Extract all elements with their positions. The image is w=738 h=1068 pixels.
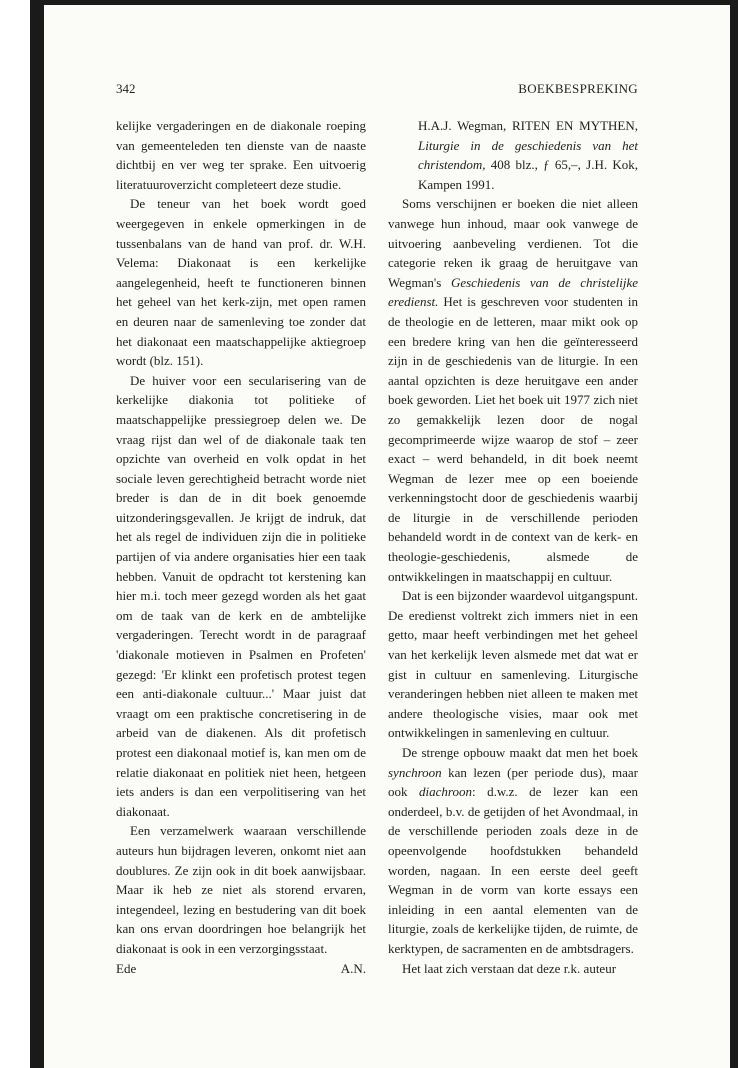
left-column [116, 116, 366, 978]
paragraph: kelijke vergaderingen en de diakonale roeping van gemeenteleden ten dienste van de naaste dichtbij en ver weg ter sprake. Een uitvoerig literatuuroverzicht completeert deze studie. [116, 118, 366, 192]
text-run: Soms verschijnen er boeken die niet alleen vanwege hun inhoud, maar ook vanwege de uitvoering aanbeveling verdienen. Tot die categorie reken ik graag de heruitgave van Wegman's [388, 196, 638, 290]
book-citation [388, 116, 638, 194]
paragraph [388, 743, 638, 959]
text-run: kan lezen (per periode dus), maar ook [388, 764, 638, 800]
right-column [388, 116, 638, 978]
text-run: Het is geschreven voor studenten in de theologie en de letteren, maar mikt ook op een bredere kring van hen die geïnteresseerd zijn in de geschiedenis van de liturgie. In een aantal opzichten is deze heruitgave een ander boek geworden. Liet het boek uit 1977 zich niet zo gemakkelijk lezen door de nogal gecomprimeerde wijze waarop de stof – zeer exact – werd behandeld, in dit boek neemt Wegman de lezer mee op een boeiende verkenningstocht door de geschiedenis waarbij de liturgie in de verschillende perioden behandeld wordt in de context van de kerk- en theologie-geschiedenis, alsmede de ontwikkelingen in maatschappij en cultuur. [388, 294, 638, 584]
running-head [116, 81, 638, 97]
paragraph [388, 194, 638, 586]
book-subtitle: Liturgie in de geschiedenis van het christendom, [418, 137, 638, 173]
paragraph: Een verzamelwerk waaraan verschillende auteurs hun bijdragen leveren, onkomt niet aan doublures. Ze zijn ook in dit boek aanwijsbaar. Maar ik heb ze niet als storend ervaren, integendeel, lezing en bestudering van dit boek kan ons ervan doordringen hoe belangrijk het diakonaat is ook in een verzorgingsstaat. [116, 823, 366, 956]
scan-border-left [30, 0, 44, 1068]
book-author-title: H.A.J. Wegman, RITEN EN MYTHEN, [418, 118, 638, 133]
review-signoff [116, 959, 366, 979]
text-run: : d.w.z. de lezer kan een onderdeel, b.v. de getijden of het Avondmaal, in de verschillende perioden zoals deze in de opeenvolgende hoofdstukken behandeld worden, nagaan. In een eerste deel geeft Wegman in de vorm van korte essays een inleiding in een aantal elementen van de liturgie, zoals de kerkelijke tijden, de ruimte, de kerktypen, de sacramenten en de ambtsdragers. [388, 784, 639, 956]
paragraph: De huiver voor een secularisering van de kerkelijke diakonia tot politieke of maatschappelijke pressiegroep delen we. De vraag rijst dan wel of de diakonale taak ten opzichte van overheid en volk opdat in het sociale leven gerechtigheid betracht worde niet breder is dan de in dit boek genoemde uitzonderingsgevallen. Je krijgt de indruk, dat het als regel de individuen zijn die in politieke partijen of via andere organisaties hier een taak hebben. Vanuit de opdracht tot kerstening kan hier m.i. toch meer gezegd worden als het gaat om de taak van de kerk en de ambtelijke vergaderingen. Terecht wordt in de paragraaf 'diakonale motieven in Psalmen en Profeten' gezegd: 'Er klinkt een profetisch protest tegen een anti-diakonale cultuur...' Maar juist dat vraagt om een praktische concretisering in de arbeid van de diakenen. Als dit profetisch protest een diakonaal motief is, kan men om de relatie diakonaat en politiek niet heen, hetgeen iets anders is dan een verpolitisering van het diakonaat. [116, 372, 366, 819]
paragraph: Dat is een bijzonder waardevol uitgangspunt. De eredienst voltrekt zich immers niet in een getto, maar heeft verbindingen met het geheel van het kerkelijk leven alsmede met dat wat er gist in cultuur en samenleving. Liturgische veranderingen hebben niet alleen te maken met andere theologische visies, maar ook met ontwikkelingen in samenleving en cultuur. [388, 588, 638, 741]
signoff-place: Ede [116, 960, 137, 976]
text-run: De strenge opbouw maakt dat men het boek [402, 745, 638, 760]
scan-border-right [730, 0, 738, 1068]
paragraph: Het laat zich verstaan dat deze r.k. auteur [402, 960, 617, 976]
book-pages-price: 408 blz., ƒ 65,–, [490, 157, 581, 173]
page-number: 342 [116, 81, 136, 96]
signoff-initials: A.N. [340, 960, 366, 976]
term-diachroon: diachroon [419, 784, 472, 800]
paragraph: De teneur van het boek wordt goed weergegeven in enkele opmerkingen in de tussenbalans van de hand van prof. dr. W.H. Velema: Diakonaat is een kerkelijke aangelegenheid, heeft te functioneren binnen het geheel van het kerk-zijn, met open ramen en deuren naar de samenleving toe zonder dat het diakonaat een maatschappelijke aktiegroep wordt (blz. 151). [116, 196, 366, 369]
section-title: BOEKBESPREKING [518, 81, 638, 96]
book-publisher: J.H. Kok, Kampen 1991. [418, 157, 638, 192]
cited-title: Geschiedenis van de christelijke eredienst. [388, 274, 639, 310]
term-synchroon: synchroon [388, 764, 442, 780]
